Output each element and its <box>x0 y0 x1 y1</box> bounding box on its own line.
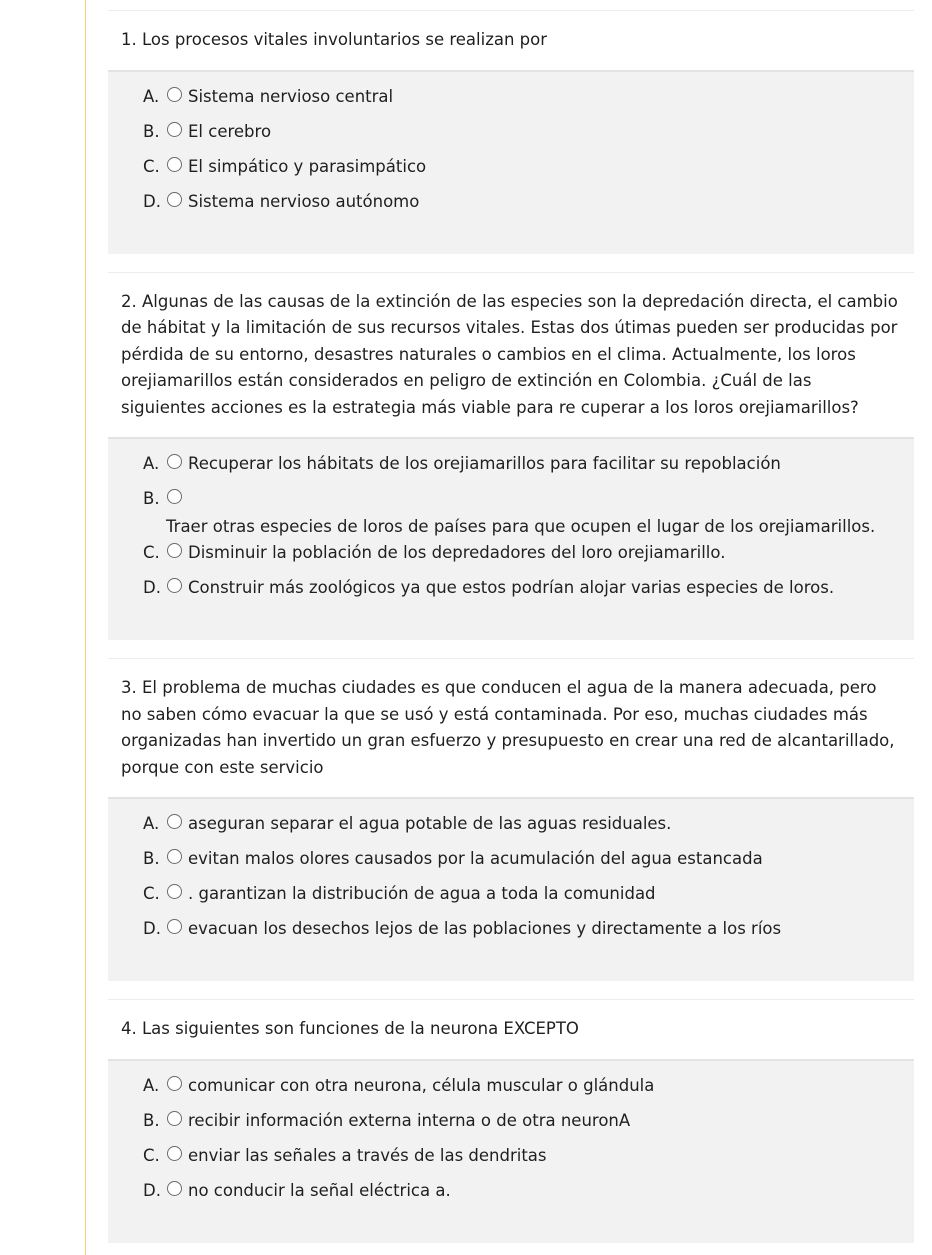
options-group <box>108 1059 914 1243</box>
radio-button[interactable] <box>167 122 182 137</box>
option-b[interactable] <box>108 1108 914 1143</box>
option-text: evitan malos olores causados por la acumulación del agua estancada <box>188 849 763 868</box>
question-4 <box>108 999 914 1243</box>
radio-button[interactable] <box>167 919 182 934</box>
option-b[interactable] <box>108 119 914 154</box>
option-letter: A. <box>143 86 160 106</box>
radio-button[interactable] <box>167 543 182 558</box>
option-text: no conducir la señal eléctrica a. <box>188 1180 451 1200</box>
option-letter: C. <box>143 1145 160 1165</box>
quiz-list <box>108 10 914 1255</box>
option-letter: A. <box>143 1075 160 1095</box>
option-letter: B. <box>143 489 160 508</box>
option-letter: D. <box>143 578 161 597</box>
radio-button[interactable] <box>167 849 182 864</box>
option-d[interactable] <box>108 575 914 610</box>
options-group <box>108 437 914 640</box>
option-a[interactable] <box>108 451 914 486</box>
option-a[interactable] <box>108 811 914 846</box>
option-text: aseguran separar el agua potable de las aguas residuales. <box>188 814 672 833</box>
option-a[interactable] <box>108 1073 914 1108</box>
option-letter: D. <box>143 191 161 211</box>
radio-button[interactable] <box>167 1181 182 1196</box>
option-text: comunicar con otra neurona, célula muscular o glándula <box>188 1075 655 1095</box>
option-b[interactable] <box>108 486 914 540</box>
option-b[interactable] <box>108 846 914 881</box>
question-text: 4. Las siguientes son funciones de la neurona EXCEPTO <box>108 1000 914 1059</box>
radio-button[interactable] <box>167 884 182 899</box>
option-letter: C. <box>143 884 160 903</box>
option-letter: A. <box>143 454 160 473</box>
option-c[interactable] <box>108 540 914 575</box>
option-d[interactable] <box>108 916 914 951</box>
option-d[interactable] <box>108 189 914 224</box>
option-text: recibir información externa interna o de otra neuronA <box>188 1110 631 1130</box>
option-letter: C. <box>143 543 160 562</box>
option-text: Disminuir la población de los depredadores del loro orejiamarillo. <box>188 543 726 562</box>
radio-button[interactable] <box>167 87 182 102</box>
option-d[interactable] <box>108 1178 914 1213</box>
radio-button[interactable] <box>167 192 182 207</box>
option-letter: B. <box>143 121 160 141</box>
question-1 <box>108 10 914 254</box>
option-text: Sistema nervioso central <box>188 86 394 106</box>
options-group <box>108 797 914 981</box>
option-text: . garantizan la distribución de agua a toda la comunidad <box>188 884 656 903</box>
option-text: El simpático y parasimpático <box>188 156 427 176</box>
option-letter: B. <box>143 1110 160 1130</box>
question-3 <box>108 658 914 981</box>
radio-button[interactable] <box>167 1146 182 1161</box>
option-c[interactable] <box>108 154 914 189</box>
option-text: Recuperar los hábitats de los orejiamarillos para facilitar su repoblación <box>188 454 781 473</box>
radio-button[interactable] <box>167 1111 182 1126</box>
question-text: 1. Los procesos vitales involuntarios se realizan por <box>108 11 914 70</box>
question-text: 2. Algunas de las causas de la extinción de las especies son la depredación directa, el cambio de hábitat y la limitación de sus recursos vitales. Estas dos útimas pueden ser producidas por pérdida de su entorno, desastres naturales o cambios en el clima. Actualmente, los loros orejiamarillos están considerados en peligro de extinción en Colombia. ¿Cuál de las siguientes acciones es la estrategia más viable para re cuperar a los loros orejiamarillos? <box>108 273 914 438</box>
option-text: Traer otras especies de loros de países para que ocupen el lugar de los orejiamarillos. <box>166 517 876 536</box>
question-text: 3. El problema de muchas ciudades es que conducen el agua de la manera adecuada, pero no saben cómo evacuar la que se usó y está contaminada. Por eso, muchas ciudades más organizadas han invertido un gran esfuerzo y presupuesto en crear una red de alcantarillado, porque con este servicio <box>108 659 914 797</box>
option-c[interactable] <box>108 1143 914 1178</box>
radio-button[interactable] <box>167 578 182 593</box>
question-2 <box>108 272 914 641</box>
option-letter: C. <box>143 156 160 176</box>
option-letter: B. <box>143 849 160 868</box>
options-group <box>108 70 914 254</box>
radio-button[interactable] <box>167 1076 182 1091</box>
left-margin-rule <box>85 0 86 1255</box>
option-text: enviar las señales a través de las dendritas <box>188 1145 547 1165</box>
option-letter: A. <box>143 814 160 833</box>
option-letter: D. <box>143 919 161 938</box>
option-text: El cerebro <box>188 121 272 141</box>
radio-button[interactable] <box>167 489 182 504</box>
option-a[interactable] <box>108 84 914 119</box>
radio-button[interactable] <box>167 157 182 172</box>
option-letter: D. <box>143 1180 161 1200</box>
option-text: Sistema nervioso autónomo <box>188 191 420 211</box>
option-text: Construir más zoológicos ya que estos podrían alojar varias especies de loros. <box>188 578 835 597</box>
radio-button[interactable] <box>167 814 182 829</box>
option-c[interactable] <box>108 881 914 916</box>
radio-button[interactable] <box>167 454 182 469</box>
option-text: evacuan los desechos lejos de las poblaciones y directamente a los ríos <box>188 919 782 938</box>
